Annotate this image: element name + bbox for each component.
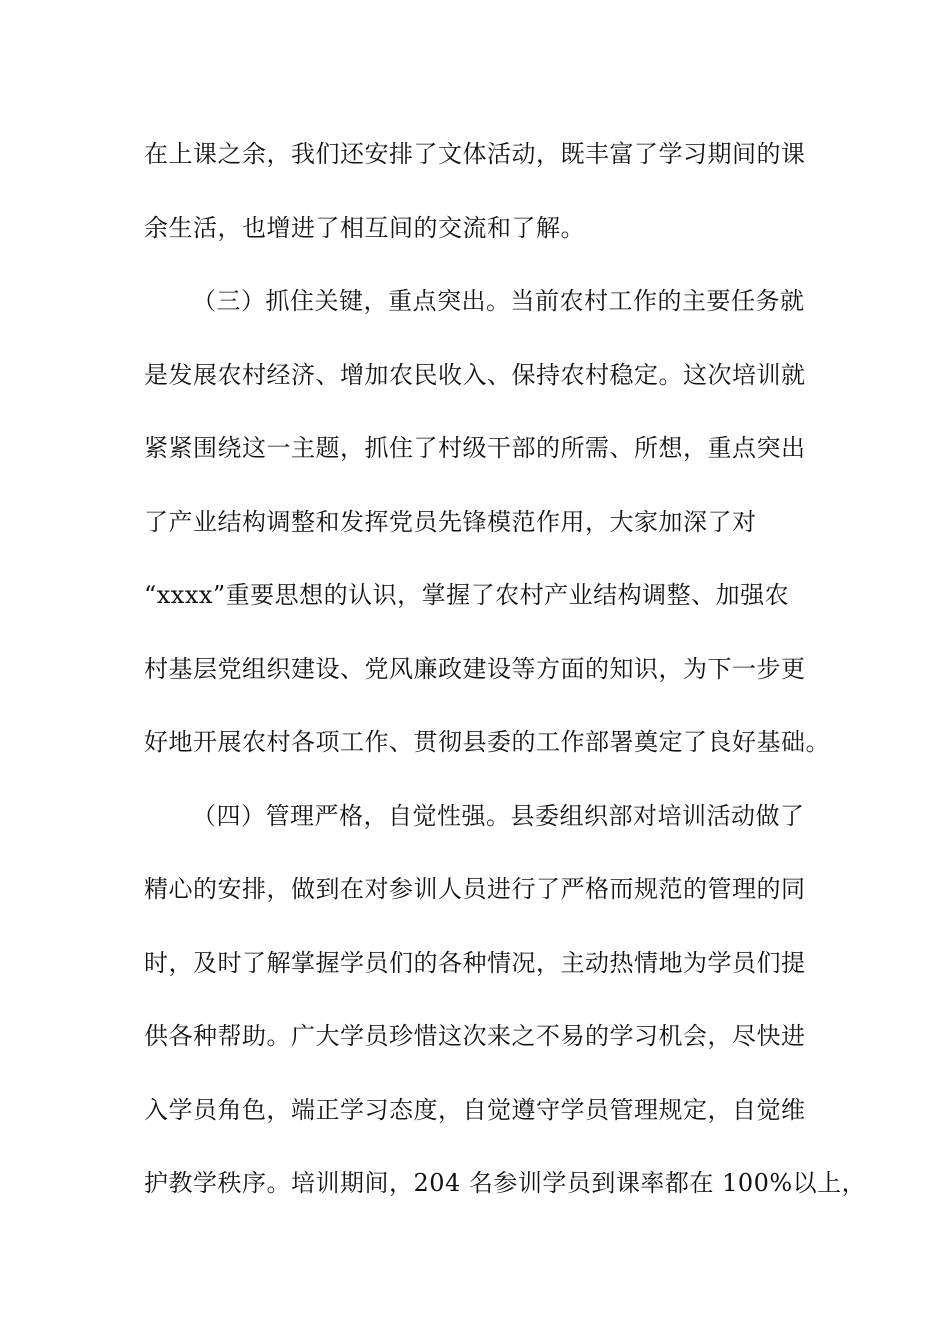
text-line-9: 好地开展农村各项工作、贯彻县委的工作部署奠定了良好基础。 [144, 728, 830, 756]
text-line-15: 护教学秩序。培训期间，204 名参训学员到课率都在 100%以上， [144, 1169, 867, 1197]
text-line-11: 精心的安排，做到在对参训人员进行了严格而规范的管理的同 [144, 875, 806, 903]
text-line-7: “xxxx”重要思想的认识，掌握了农村产业结构调整、加强农 [144, 581, 790, 609]
text-line-4: 是发展农村经济、增加农民收入、保持农村稳定。这次培训就 [144, 360, 806, 389]
text-line-2: 余生活，也增进了相互间的交流和了解。 [144, 213, 585, 242]
text-line-6: 了产业结构调整和发挥党员先锋模范作用，大家加深了对 [144, 507, 757, 536]
text-line-5: 紧紧围绕这一主题，抓住了村级干部的所需、所想，重点突出 [144, 434, 806, 462]
document-body [144, 128, 867, 1231]
text-line-12: 时，及时了解掌握学员们的各种情况，主动热情地为学员们提 [144, 948, 806, 977]
text-line-1: 在上课之余，我们还安排了文体活动，既丰富了学习期间的课 [144, 140, 806, 168]
text-line-13: 供各种帮助。广大学员珍惜这次来之不易的学习机会，尽快进 [144, 1022, 806, 1050]
text-line-14: 入学员角色，端正学习态度，自觉遵守学员管理规定，自觉维 [144, 1095, 806, 1124]
section-three-heading-line: （三）抓住关键，重点突出。当前农村工作的主要任务就 [192, 287, 805, 315]
text-line-8: 村基层党组织建设、党风廉政建设等方面的知识，为下一步更 [144, 654, 806, 683]
section-four-heading-line: （四）管理严格，自觉性强。县委组织部对培训活动做了 [192, 801, 805, 830]
